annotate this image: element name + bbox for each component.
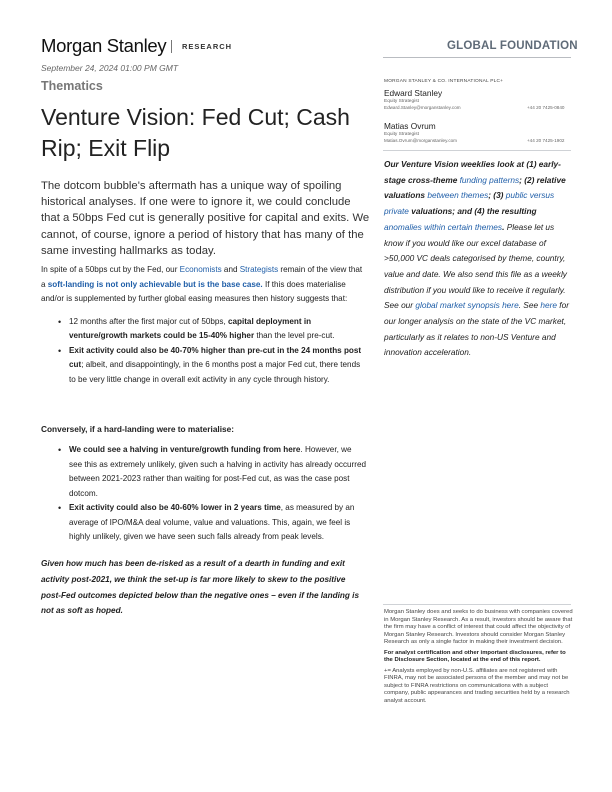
analyst-role: Equity Strategist <box>384 99 419 104</box>
sidebar-text: Our Venture Vision weeklies look at (1) early-stage cross-theme <box>384 159 561 185</box>
hard-landing-section <box>41 443 366 545</box>
hard-landing-subhead: Conversely, if a hard-landing were to materialise: <box>41 424 235 434</box>
analyst-phone: +44 20 7425-0840 <box>527 105 565 110</box>
economists-link[interactable]: Economists <box>179 265 222 274</box>
disclosure-divider <box>383 604 571 605</box>
public-versus-private-link[interactable]: public versus private <box>384 190 555 217</box>
bullet-text: . However, we see this as extremely unlikely, given such a halving in activity has already occurred between 2021-2023 rather than waiting for post-Fed cut, as was the case post dotcom. <box>69 445 367 498</box>
global-market-synopsis-link[interactable]: global market synopsis here <box>415 300 519 311</box>
soft-landing-highlight: soft-landing is not only achievable but is the base case. <box>47 279 263 289</box>
disclosure-text: Morgan Stanley does and seeks to do business with companies covered in Morgan Stanley Research. As a result, investors should be aware that the firm may have a conflict of interest that could affect the objectivity of Morgan Stanley Research. Investors should consider Morgan Stanley Research as only a single factor in making their investment decision. <box>384 609 573 645</box>
sidebar-text: ; (2) relative valuations <box>384 174 566 201</box>
section-label: Thematics <box>41 79 103 93</box>
banner-rule <box>383 57 571 58</box>
bullet-item <box>41 443 366 501</box>
bullet-bold: Exit activity could also be 40-70% higher than pre-cut in the 24 months post cut <box>69 345 362 369</box>
body-text: If this does materialise and/or is supplemented by further global easing measures then history suggests that: <box>41 279 348 303</box>
bullet-bold: We could see a halving in venture/growth funding from here <box>69 445 301 454</box>
body-text: remain of the view that a <box>41 265 363 289</box>
logo-divider <box>171 40 172 53</box>
bullet-item <box>41 315 366 344</box>
disclosure-footnote: += Analysts employed by non-U.S. affiliates are not registered with FINRA, may not be associated persons of the member and may not be subject to FINRA restrictions on communications with a subject company, public appearances and trading securities held by a research analyst account. <box>384 667 570 704</box>
analyst-email[interactable]: Edward.Stanley@morganstanley.com <box>384 105 461 110</box>
lead-paragraph: The dotcom bubble's aftermath has a unique way of spoiling historical analyses. If one were to ignore it, we could conclude that a 50bps Fed cut is generally positive for capital and exits. We cannot, of course, ignore a period of history that has many of the same investing hallmarks as today. <box>41 180 370 257</box>
bullet-item <box>41 344 366 388</box>
analyst-card <box>384 121 574 146</box>
analyst-divider <box>383 150 571 151</box>
sidebar-text: . <box>502 221 507 232</box>
bullet-text: than the level pre-cut. <box>254 331 335 340</box>
sidebar-text: valuations; and (4) the resulting <box>408 206 537 217</box>
bullet-item <box>41 501 366 545</box>
global-foundation-banner: GLOBAL FOUNDATION <box>447 40 578 52</box>
publish-date: September 24, 2024 01:00 PM GMT <box>41 63 179 73</box>
analyst-contact <box>384 138 574 146</box>
conclusion-paragraph: Given how much has been de-risked as a result of a dearth in funding and exit activity post-2021, we think the set-up is far more likely to skew to the positive post-Fed outcomes depicted below than the negative ones – even if the landing is not as soft as hoped. <box>41 559 359 616</box>
body-text: and <box>221 265 240 274</box>
sidebar-text: for our longer analysis on the state of the VC market, particularly as it relates to non-US Venture and innovation acceleration. <box>384 300 569 358</box>
morgan-stanley-logo: Morgan Stanley <box>41 35 167 56</box>
disclosure-notice: For analyst certification and other important disclosures, refer to the Disclosure Section, located at the end of this report. <box>384 649 566 663</box>
between-themes-link[interactable]: between themes <box>427 190 489 201</box>
funding-patterns-link[interactable]: funding patterns <box>459 174 520 185</box>
sidebar-text: . See <box>518 300 541 311</box>
longer-analysis-link[interactable]: here <box>540 300 557 311</box>
disclosures <box>384 609 574 708</box>
body-paragraph-1 <box>41 263 366 307</box>
research-label: RESEARCH <box>182 42 233 51</box>
body-text: In spite of a 50bps cut by the Fed, our <box>41 265 180 274</box>
hard-landing-bullets <box>41 443 366 545</box>
bullet-bold: Exit activity could also be 40-60% lower in 2 years time <box>69 503 281 512</box>
venture-vision-sidebar <box>384 157 574 361</box>
analyst-email[interactable]: Matias.Ovrum@morganstanley.com <box>384 138 457 143</box>
soft-landing-bullets <box>41 315 366 388</box>
analyst-role: Equity Strategist <box>384 132 419 137</box>
bullet-bold: capital deployment in venture/growth markets could be 15-40% higher <box>69 316 312 340</box>
bullet-text: , as measured by an average of IPO/M&A deal volume, value and valuations. This, again, we feel is highly unlikely, given we have seen such falls already from peak levels. <box>69 503 355 541</box>
analyst-name: Edward Stanley <box>384 88 443 98</box>
anomalies-link[interactable]: anomalies within certain themes <box>384 221 503 232</box>
report-body <box>41 263 366 387</box>
bullet-text: 12 months after the first major cut of 50bps, <box>69 316 228 326</box>
analyst-card <box>384 88 574 113</box>
bullet-text: ; albeit, and disappointingly, in the 6 months post a major Fed cut, there tends to be very little change in overall exit activity in any cycle through history. <box>69 360 361 384</box>
analyst-contact <box>384 105 574 113</box>
firm-name: MORGAN STANLEY & CO. INTERNATIONAL PLC+ <box>384 79 504 84</box>
strategists-link[interactable]: Strategists <box>239 265 279 274</box>
analyst-name: Matias Ovrum <box>384 121 436 131</box>
sidebar-text: ; (3) <box>488 190 506 201</box>
report-title: Venture Vision: Fed Cut; Cash Rip; Exit Flip <box>41 104 350 161</box>
analyst-phone: +44 20 7425-1902 <box>527 138 565 143</box>
sidebar-text: Please let us know if you would like our excel database of >50,000 VC deals categorised by theme, country, value and date. We also send this file as a weekly distribution if you would like to receive it regularly. See our <box>384 221 567 311</box>
